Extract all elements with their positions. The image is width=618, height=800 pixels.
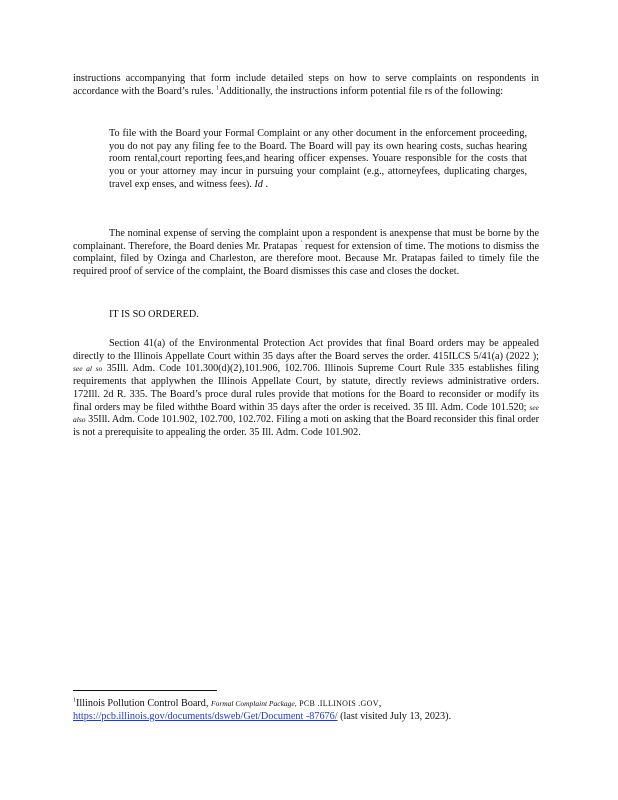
footnote-link[interactable]: https://pcb.illinois.gov/documents/dsweb/Get/Document -87676/: [73, 711, 338, 722]
footnote-number: 1: [73, 697, 76, 704]
footnote-title: Formal Complaint Package,: [211, 699, 297, 708]
paragraph-ruling-text: The nominal expense of serving the complaint upon a respondent is anexpense that must be borne by the complainant. Therefore, the Board denies Mr. Pratapas: [73, 228, 539, 252]
paragraph-instructions-text-after: Additionally, the instructions inform potential file rs of the following:: [219, 85, 504, 97]
paragraph-appeal-see-also-1: see al so: [73, 364, 103, 374]
block-quote-cite: Id: [254, 178, 263, 190]
paragraph-appeal: [73, 338, 539, 440]
order-statement: IT IS SO ORDERED.: [109, 309, 199, 320]
footnote-1: [73, 697, 539, 723]
footnote-ref-1[interactable]: 1: [216, 85, 220, 92]
paragraph-appeal-part1: Section 41(a) of the Environmental Protection Act provides that final Board orders may be appealed directly to the Illinois Appellate Court within 35 days after the Board serves the order. 415ILCS 5/41(a) (2022 );: [73, 338, 539, 362]
footnote-text-after: (last visited July 13, 2023).: [340, 711, 452, 722]
footnote-site: PCB .ILLINOIS .GOV: [299, 699, 379, 708]
block-quote: To file with the Board your Formal Complaint or any other document in the enforcement proceeding, you do not pay any filing fee to the Board. The Board will pay its own hearing costs, suchas hearing room rental,court reporting fees,and hearing officer expenses. Youare responsible for the costs that you or your attorney may incur in pursuing your complaint (e.g., attorneyfees, duplicating charges, travel exp enses, and witness fees). Id .: [109, 128, 527, 190]
paragraph-appeal-see-also-2: see also: [73, 402, 539, 425]
footnote-divider: [73, 690, 217, 691]
paragraph-appeal-part2: 35Ill. Adm. Code 101.300(d)(2),101.906, 102.706. Illinois Supreme Court Rule 335 establishes filing requirements that applywhen the Illinois Appellate Court, by statute, directly reviews administrative orders. 172Ill. 2d R. 335. The Board’s proce dural rules provide that motions for the Board to reconsider or modify its final orders may be filed withthe Board within 35 days after the order is received. 35 Ill. Adm. Code 101.520;: [73, 363, 539, 413]
footnote-text-before: Illinois Pollution Control Board,: [76, 698, 209, 709]
footnote-comma: ,: [378, 698, 382, 709]
paragraph-instructions: [73, 73, 539, 98]
paragraph-appeal-part3: 35Ill. Adm. Code 101.902, 102.700, 102.702. Filing a moti on asking that the Board reconsider this final order is not a prerequisite to appealing the order. 35 Ill. Adm. Code 101.902.: [73, 414, 539, 438]
paragraph-ruling-apostrophe: ’: [300, 240, 303, 247]
block-quote-text: To file with the Board your Formal Complaint or any other document in the enforcement proceeding, you do not pay any filing fee to the Board. The Board will pay its own hearing costs, suchas hearing room rental,court reporting fees,and hearing officer expenses. Youare responsible for the costs that you or your attorney may incur in pursuing your complaint (e.g., attorneyfees, duplicating charges, travel exp enses, and witness fees).: [109, 128, 527, 190]
paragraph-instructions-text: instructions accompanying that form include detailed steps on how to serve complaints on respondents in accordance with the Board’s rules.: [73, 73, 539, 97]
paragraph-ruling: [73, 228, 539, 279]
paragraph-ruling-text-after: request for extension of time. The motions to dismiss the complaint, filed by Ozinga and Charleston, are therefore moot. Because Mr. Pratapas failed to timely file the required proof of service of the complaint, the Board dismisses this case and closes the docket.: [73, 240, 540, 278]
